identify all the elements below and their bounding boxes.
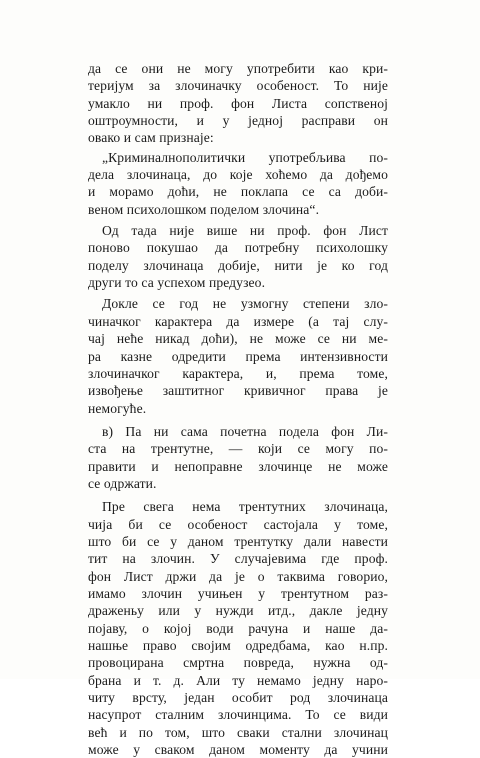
text-line: чиначког карактера да измере (а тај слу- (88, 313, 388, 329)
paragraph-1 (88, 60, 388, 147)
text-line: фон Лист држи да је о таквима говорио, (88, 568, 388, 584)
paragraph-5 (88, 423, 388, 492)
page-body-text (88, 60, 388, 758)
text-line: драженьу или у нужди итд., дакле једну (88, 603, 388, 619)
text-line: што би се у даном трентутку дали навести (88, 533, 388, 549)
text-line: Од тада није више ни проф. фон Лист (102, 223, 388, 239)
text-line: в) Па ни сама почетна подела фон Ли- (102, 423, 388, 439)
text-line: брана и т. д. Али ту немамо једну наро- (88, 672, 388, 688)
text-line: појаву, о којој води рачуна и наше да- (88, 620, 388, 636)
text-line: провоцирана смртна повреда, нужна од- (88, 655, 388, 671)
text-line: се одржати. (88, 475, 157, 491)
text-line: оштроумности, и у једној расправи он (88, 113, 388, 129)
text-line: и морамо доћи, не поклапа се са доби- (88, 184, 388, 200)
paragraph-6 (88, 498, 388, 758)
text-line: насупрот сталним злочинцима. То се види (88, 707, 388, 723)
text-line: чај неће никад доћи), не може се ни ме- (88, 331, 388, 347)
text-line: извођење заштитног кривичног права је (88, 383, 388, 399)
text-line: поделу злочинаца добије, нити је ко год (88, 257, 388, 273)
text-line: поново покушао да потребну психолошку (88, 240, 388, 256)
text-line: други то са успехом предузео. (88, 275, 266, 291)
paragraph-3 (88, 222, 388, 291)
text-line: умакло ни проф. фон Листа сопственој (88, 95, 388, 111)
text-line: читу врсту, један особит род злочинаца (88, 690, 388, 706)
text-line: Пре свега нема трентутних злочинаца, (102, 499, 388, 515)
text-line: чија би се особеност састојала у томе, (88, 516, 388, 532)
text-line: већ и по том, што сваки стални злочинац (88, 724, 388, 740)
text-line: веном психолошком поделом злочина“. (88, 201, 320, 217)
paragraph-4 (88, 295, 388, 416)
text-line: ра казне одредити према интензивности (88, 348, 388, 364)
text-line: „Криминалнополитички употребљива по- (102, 149, 388, 165)
text-line: дела злочинаца, до које хоћемо да дођемо (88, 167, 388, 183)
text-line: тит на злочин. У случајевима где проф. (88, 551, 388, 567)
text-line: ста на трентутне, — који се могу по- (88, 441, 388, 457)
text-line: да се они не могу употребити као кри- (88, 61, 388, 76)
text-line: нашње право својим одредбама, као н.пр. (88, 638, 388, 653)
text-line: немогуће. (88, 400, 147, 416)
text-line: Докле се год не узмогну степени зло- (102, 296, 388, 312)
paragraph-quote (88, 149, 388, 218)
text-line: овако и сам признаје: (88, 130, 214, 146)
text-line: имамо злочин учињен у трентутном раз- (88, 585, 388, 601)
text-line: може у сваком даном моменту да учини (88, 742, 388, 758)
text-line: теријум за злочиначку особеност. То није (88, 78, 388, 94)
text-line: правити и непоправне злочинце не може (88, 458, 388, 474)
text-line: злочиначког карактера, и, према томе, (88, 365, 388, 381)
